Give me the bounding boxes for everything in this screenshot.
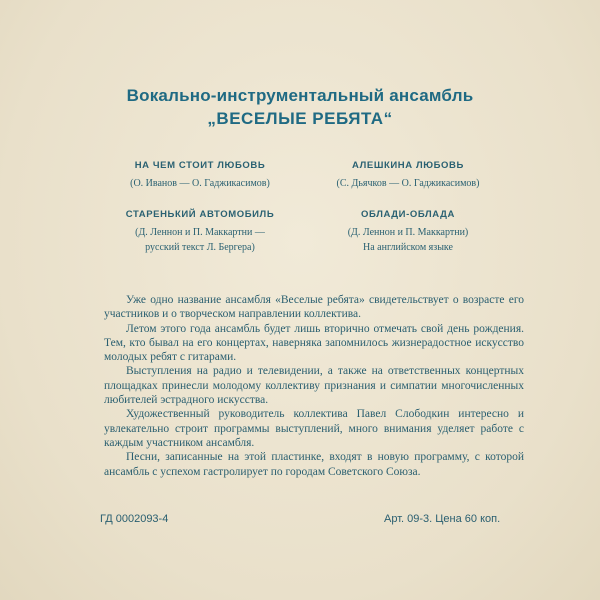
liner-paragraph: Летом этого года ансамбль будет лишь вторично отмечать свой день рождения. Тем, кто бывал на его концертах, наверняка запомнилось жизнерадостное искусство молодых ребят с гитарами. <box>104 322 524 364</box>
liner-notes <box>104 293 524 479</box>
price-label: Арт. 09-3. Цена 60 коп. <box>384 513 501 525</box>
song-block-4 <box>318 209 498 255</box>
song-credits: (С. Дьячков — О. Гаджикасимов) <box>336 178 480 189</box>
song-title: ОБЛАДИ-ОБЛАДА <box>361 209 455 220</box>
liner-paragraph: Художественный руководитель коллектива Павел Слободкин интересно и увлекательно строит программы выступлений, много внимания уделяет работе с каждым участником ансамбля. <box>104 408 524 449</box>
song-block-1 <box>100 160 300 191</box>
liner-paragraph: Выступления на радио и телевидении, а также на ответственных концертных площадках принесли молодому коллективу признания и симпатии многочисленных любителей эстрадного искусства. <box>104 365 524 407</box>
ensemble-title-line2: „ВЕСЕЛЫЕ РЕБЯТА“ <box>207 109 393 128</box>
song-title: НА ЧЕМ СТОИТ ЛЮБОВЬ <box>134 160 266 171</box>
song-title: АЛЕШКИНА ЛЮБОВЬ <box>352 160 464 171</box>
song-credits: (Д. Леннон и П. Маккартни — <box>135 227 265 238</box>
catalog-number: ГД 0002093-4 <box>100 513 169 525</box>
song-language-note: На английском языке <box>363 242 453 253</box>
song-credits: русский текст Л. Бергера) <box>145 242 255 253</box>
song-block-3 <box>100 209 300 255</box>
ensemble-title-line1: Вокально-инструментальный ансамбль <box>126 86 474 105</box>
liner-paragraph: Песни, записанные на этой пластинке, входят в новую программу, с которой ансамбль с успехом гастролирует по городам Советского Союза. <box>104 451 524 478</box>
song-credits: (Д. Леннон и П. Маккартни) <box>347 227 469 238</box>
song-title: СТАРЕНЬКИЙ АВТОМОБИЛЬ <box>125 209 275 220</box>
song-credits: (О. Иванов — О. Гаджикасимов) <box>130 178 270 189</box>
liner-paragraph: Уже одно название ансамбля «Веселые ребята» свидетельствует о возрасте его участников и о творческом направлении коллектива. <box>104 294 524 321</box>
song-block-2 <box>318 160 498 191</box>
